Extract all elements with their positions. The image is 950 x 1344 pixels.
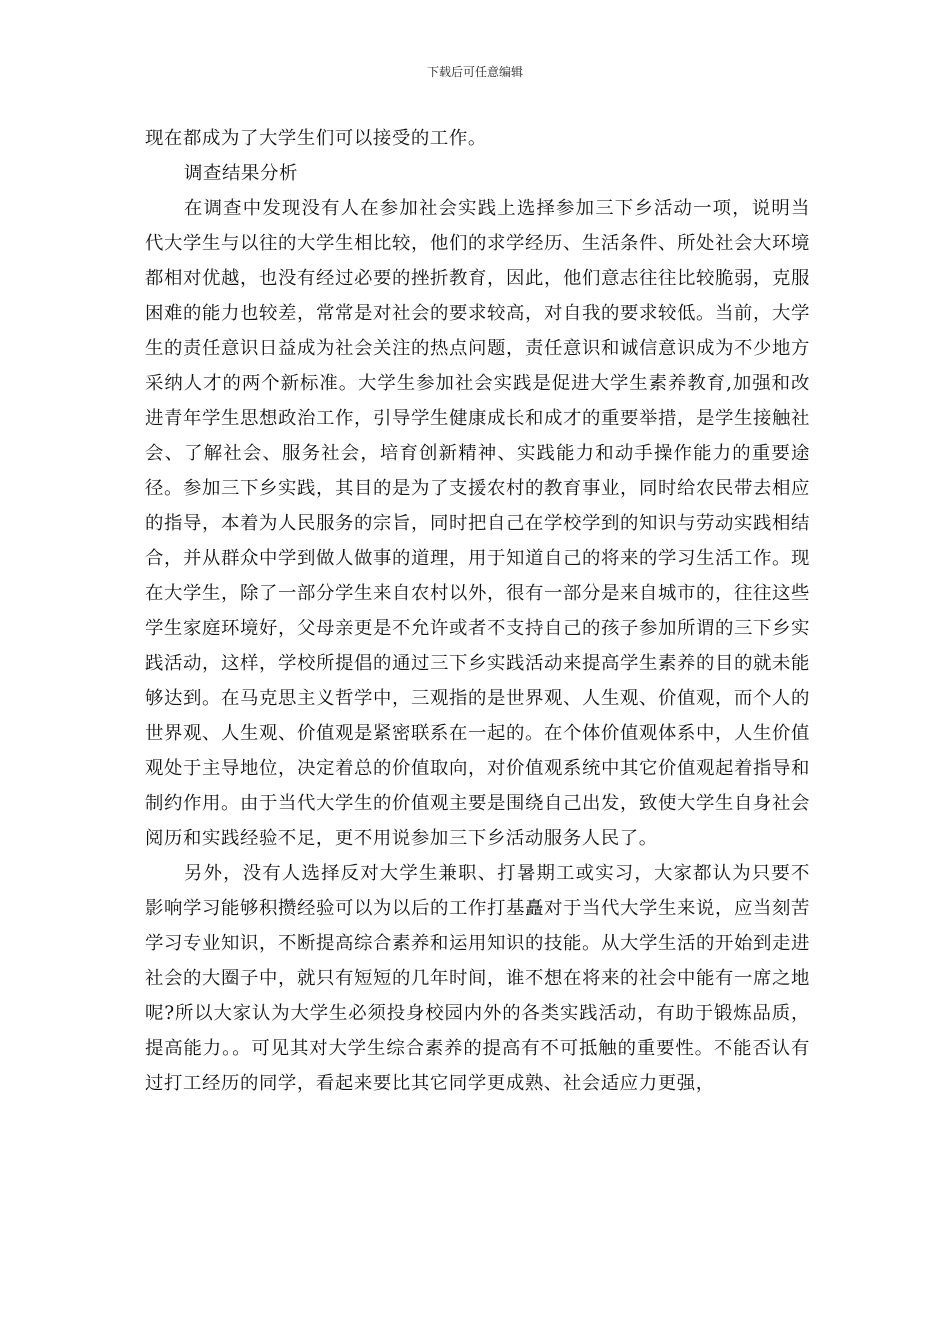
paragraph-1: 在调查中发现没有人在参加社会实践上选择参加三下乡活动一项，说明当代大学生与以往的大学生相比较，他们的求学经历、生活条件、所处社会大环境都相对优越，也没有经过必要的挫折教育，因此，他们意志往往比较脆弱，克服困难的能力也较差，常常是对社会的要求较高，对自我的要求较低。当前，大学生的责任意识日益成为社会关注的热点问题，责任意识和诚信意识成为不少地方采纳人才的两个新标准。大学生参加社会实践是促进大学生素养教育,加强和改进青年学生思想政治工作，引导学生健康成长和成才的重要举措，是学生接触社会、了解社会、服务社会，培育创新精神、实践能力和动手操作能力的重要途径。参加三下乡实践，其目的是为了支援农村的教育事业，同时给农民带去相应的指导，本着为人民服务的宗旨，同时把自己在学校学到的知识与劳动实践相结合，并从群众中学到做人做事的道理，用于知道自己的将来的学习生活工作。现在大学生，除了一部分学生来自农村以外，很有一部分是来自城市的，往往这些学生家庭环境好，父母亲更是不允许或者不支持自己的孩子参加所谓的三下乡实践活动，这样，学校所提倡的通过三下乡实践活动来提高学生素养的目的就未能够达到。在马克思主义哲学中，三观指的是世界观、人生观、价值观，而个人的世界观、人生观、价值观是紧密联系在一起的。在个体价值观体系中，人生价值观处于主导地位，决定着总的价值取向，对价值观系统中其它价值观起着指导和制约作用。由于当代大学生的价值观主要是围绕自己出发，致使大学生自身社会阅历和实践经验不足，更不用说参加三下乡活动服务人民了。 (145, 198, 810, 849)
section-heading: 调查结果分析 (184, 163, 298, 184)
paragraph-2: 另外，没有人选择反对大学生兼职、打暑期工或实习，大家都认为只要不影响学习能够积攒经验可以为以后的工作打基矗对于当代大学生来说，应当刻苦学习专业知识，不断提高综合素养和运用知识的技能。从大学生活的开始到走进社会的大圈子中，就只有短短的几年时间，谁不想在将来的社会中能有一席之地呢?所以大家认为大学生必须投身校园内外的各类实践活动，有助于锻炼品质，提高能力。。可见其对大学生综合素养的提高有不可抵触的重要性。不能否认有过打工经历的同学，看起来要比其它同学更成熟、社会适应力更强， (145, 863, 810, 1094)
continuation-line: 现在都成为了大学生们可以接受的工作。 (145, 128, 487, 149)
page-header-note: 下载后可任意编辑 (426, 65, 523, 79)
document-body (145, 121, 810, 1101)
